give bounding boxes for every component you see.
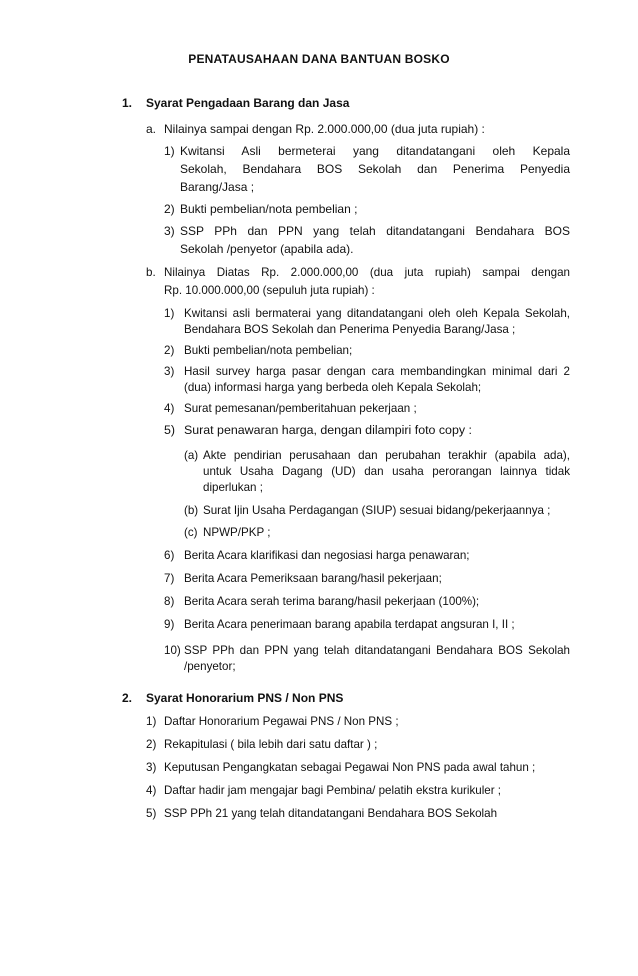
subitem-a-line-1: Akte pendirian perusahaan dan perubahan terakhir (apabila ada), <box>203 449 570 462</box>
page-title: PENATAUSAHAAN DANA BANTUAN BOSKO <box>188 52 450 66</box>
a-item-1-line-2: Sekolah, Bendahara BOS Sekolah dan Penerima Penyedia <box>180 162 570 176</box>
subitem-b-label: (b) <box>184 504 199 517</box>
a-item-3-line-2: Sekolah /penyetor (apabila ada). <box>180 242 354 256</box>
b-item-10-number: 10) <box>164 644 181 657</box>
b-item-3-line-2: (dua) informasi harga yang berbeda oleh Kepala Sekolah; <box>184 381 482 394</box>
item-b-label: b. <box>146 266 156 279</box>
s2-item-4-text: Daftar hadir jam mengajar bagi Pembina/ pelatih ekstra kurikuler ; <box>164 784 502 797</box>
b-item-8-text: Berita Acara serah terima barang/hasil pekerjaan (100%); <box>184 595 480 608</box>
a-item-3-line-1: SSP PPh dan PPN yang telah ditandatangani Bendahara BOS <box>180 224 570 238</box>
b-item-3-number: 3) <box>164 365 175 378</box>
b-item-6-number: 6) <box>164 549 175 562</box>
subitem-c-label: (c) <box>184 526 198 539</box>
b-item-7-number: 7) <box>164 572 175 585</box>
subitem-b-text: Surat Ijin Usaha Perdagangan (SIUP) sesuai bidang/pekerjaannya ; <box>203 504 551 517</box>
section-1-heading: Syarat Pengadaan Barang dan Jasa <box>146 96 350 110</box>
a-item-1-number: 1) <box>164 144 175 158</box>
s2-item-3-number: 3) <box>146 761 157 774</box>
item-b-line-2: Rp. 10.000.000,00 (sepuluh juta rupiah) : <box>164 284 375 297</box>
section-2-heading: Syarat Honorarium PNS / Non PNS <box>146 691 344 705</box>
s2-item-3-text: Keputusan Pengangkatan sebagai Pegawai Non PNS pada awal tahun ; <box>164 761 536 774</box>
item-a-label: a. <box>146 122 157 136</box>
s2-item-5-number: 5) <box>146 807 157 820</box>
b-item-9-number: 9) <box>164 618 175 631</box>
b-item-7-text: Berita Acara Pemeriksaan barang/hasil pekerjaan; <box>184 572 442 585</box>
a-item-2-number: 2) <box>164 202 175 216</box>
b-item-5-number: 5) <box>164 423 176 437</box>
a-item-1-line-3: Barang/Jasa ; <box>180 180 255 194</box>
b-item-1-line-1: Kwitansi asli bermaterai yang ditandatangani oleh oleh Kepala Sekolah, <box>184 307 570 320</box>
b-item-1-line-2: Bendahara BOS Sekolah dan Penerima Penyedia Barang/Jasa ; <box>184 323 516 336</box>
s2-item-2-number: 2) <box>146 738 157 751</box>
b-item-5-text: Surat penawaran harga, dengan dilampiri foto copy : <box>184 423 472 437</box>
b-item-9-text: Berita Acara penerimaan barang apabila terdapat angsuran I, II ; <box>184 618 515 631</box>
b-item-2-text: Bukti pembelian/nota pembelian; <box>184 344 353 357</box>
subitem-a-line-2: untuk Usaha Dagang (UD) dan usaha perorangan lainnya tidak <box>203 465 570 478</box>
s2-item-4-number: 4) <box>146 784 157 797</box>
item-b-line-1: Nilainya Diatas Rp. 2.000.000,00 (dua juta rupiah) sampai dengan <box>164 266 570 279</box>
b-item-1-number: 1) <box>164 307 175 320</box>
b-item-10-line-1: SSP PPh dan PPN yang telah ditandatangani Bendahara BOS Sekolah <box>184 644 570 657</box>
s2-item-1-text: Daftar Honorarium Pegawai PNS / Non PNS ; <box>164 715 399 728</box>
s2-item-1-number: 1) <box>146 715 157 728</box>
a-item-2-text: Bukti pembelian/nota pembelian ; <box>180 202 358 216</box>
subitem-c-text: NPWP/PKP ; <box>203 526 271 539</box>
b-item-4-number: 4) <box>164 402 175 415</box>
b-item-10-line-2: /penyetor; <box>184 660 236 673</box>
a-item-1-line-1: Kwitansi Asli bermeterai yang ditandatangani oleh Kepala <box>180 144 570 158</box>
b-item-4-text: Surat pemesanan/pemberitahuan pekerjaan ; <box>184 402 417 415</box>
s2-item-2-text: Rekapitulasi ( bila lebih dari satu daftar ) ; <box>164 738 378 751</box>
b-item-3-line-1: Hasil survey harga pasar dengan cara membandingkan minimal dari 2 <box>184 365 570 378</box>
section-2-number: 2. <box>122 691 133 705</box>
a-item-3-number: 3) <box>164 224 175 238</box>
subitem-a-line-3: diperlukan ; <box>203 481 263 494</box>
subitem-a-label: (a) <box>184 449 199 462</box>
b-item-8-number: 8) <box>164 595 175 608</box>
section-1-number: 1. <box>122 96 133 110</box>
s2-item-5-text: SSP PPh 21 yang telah ditandatangani Bendahara BOS Sekolah <box>164 807 498 820</box>
item-a-text: Nilainya sampai dengan Rp. 2.000.000,00 (dua juta rupiah) : <box>164 122 485 136</box>
b-item-6-text: Berita Acara klarifikasi dan negosiasi harga penawaran; <box>184 549 470 562</box>
b-item-2-number: 2) <box>164 344 175 357</box>
